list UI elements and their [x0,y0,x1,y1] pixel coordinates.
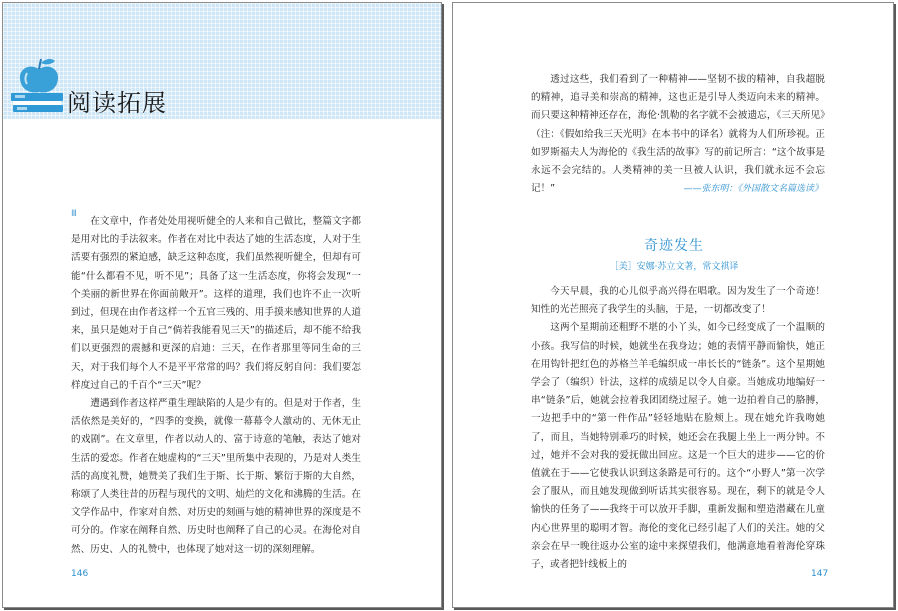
paragraph-marker: III [71,209,76,219]
body-paragraph: 这两个星期前还粗野不堪的小丫头，如今已经变成了一个温顺的小孩。我写信的时候，她就坐在我身边；她的表情平静而愉快，她正在用钩针把红色的苏格兰羊毛编织成一串长长的“链条”。这个星期她学会了（编织）针法，这样的成绩足以令人自豪。当她成功地编好一串“链条”后，她就会拉着我团团绕过屋子。她一边拍着自己的胳膊，一边把手中的“第一件作品”轻轻地贴在脸颊上。现在她允许我吻她了，而且，当她特别乖巧的时候，她还会在我腿上坐上一两分钟。不过，她并不会对我的爱抚做出回应。这是一个巨大的进步——它的价值就在于——它使我认识到这条路是可行的。这个“小野人”第一次学会了服从，而且她发现做到听话其实很容易。现在，剩下的就是令人愉快的任务了——我终于可以放开手脚，重新发掘和塑造潜藏在儿童内心世界里的聪明才智。海伦的变化已经引起了人们的关注。她的父亲会在早一晚往返办公室的途中来探望我们，他满意地看着海伦穿珠子，或者把针线板上的 [531,322,825,571]
body-paragraph: 在文章中，作者处处用视听健全的人来和自己做比，整篇文字都是用对比的手法叙来。作者在对比中表达了她的生活态度，人对于生活要有强烈的紧迫感，缺乏这种态度，我们虽然视听健全，但却有可能“什么都看不见，听不见”；具备了这一生活态度，你将会发现“一个美丽的新世界在你面前敞开”。这样的道理，我们也许不止一次听到过，但现在由作者这样一个五官三残的、用手摸来感知世界的人道来，虽只是她对于自己“倘若我能看见三天”的描述后，却不能不给我们以更强烈的震撼和更深的启迪：三天，在作者那里等同生命的三天，对于我们每个人不是平平常常的吗？我们将反躬自问：我们要怎样度过自己的千百个“三天”呢？ [71,216,361,391]
source-citation: ——张东明：《外国散文名篇选读》 [683,184,823,194]
page-number: 146 [71,569,89,579]
article-author: ［美］安娜·苏立文著，常文祺译 [609,262,739,272]
apple-on-books-icon [11,55,67,113]
body-paragraph: 遭遇到作者这样严重生理缺陷的人是少有的。但是对于作者，生活依然是美好的，“四季的变换，就像一幕幕令人激动的、无休无止的戏剧”。在文章里，作者以动人的、富于诗意的笔触，表达了她对生活的爱恋。作者在她虚构的“三天”里所集中表现的，乃是对人类生活的高度礼赞，她赞美了我们生于斯、长于斯、繁衍于斯的大自然，称颂了人类往昔的历程与现代的文明、灿烂的文化和沸腾的生活。在文学作品中，作家对自然、对历史的刻画与她的精神世界的深度是不可分的。作家在阐释自然、历史时也阐释了自己的心灵。在海伦对自然、历史、人的礼赞中，也体现了她对这一切的深刻理解。 [71,398,361,555]
body-paragraph: 透过这些，我们看到了一种精神——坚韧不拔的精神，自我超脱的精神，追寻美和崇高的精神，这也正是引导人类迈向未来的精神。而只要这种精神还存在，海伦·凯勒的名字就不会被遗忘，《三天所见》（注：《假如给我三天光明》在本书中的译名）就将为人们所珍视。正如罗斯福夫人为海伦的《我生活的故事》写的前记所言：“这个故事是永远不会完结的。人类精神的美一旦被人认识，我们就永远不会忘记！” [531,74,825,195]
article-title: 奇迹发生 [644,238,704,254]
intro-text [531,71,825,198]
body-paragraph: 今天早晨，我的心儿似乎高兴得在唱歌。因为发生了一个奇迹！知性的光芒照亮了我学生的头脑，于是，一切都改变了！ [531,286,825,316]
right-page [452,2,894,608]
left-page [2,2,442,608]
page-number: 147 [811,569,829,579]
section-title: 阅读拓展 [67,89,167,117]
article-body [531,283,825,574]
left-body-text [71,213,361,559]
